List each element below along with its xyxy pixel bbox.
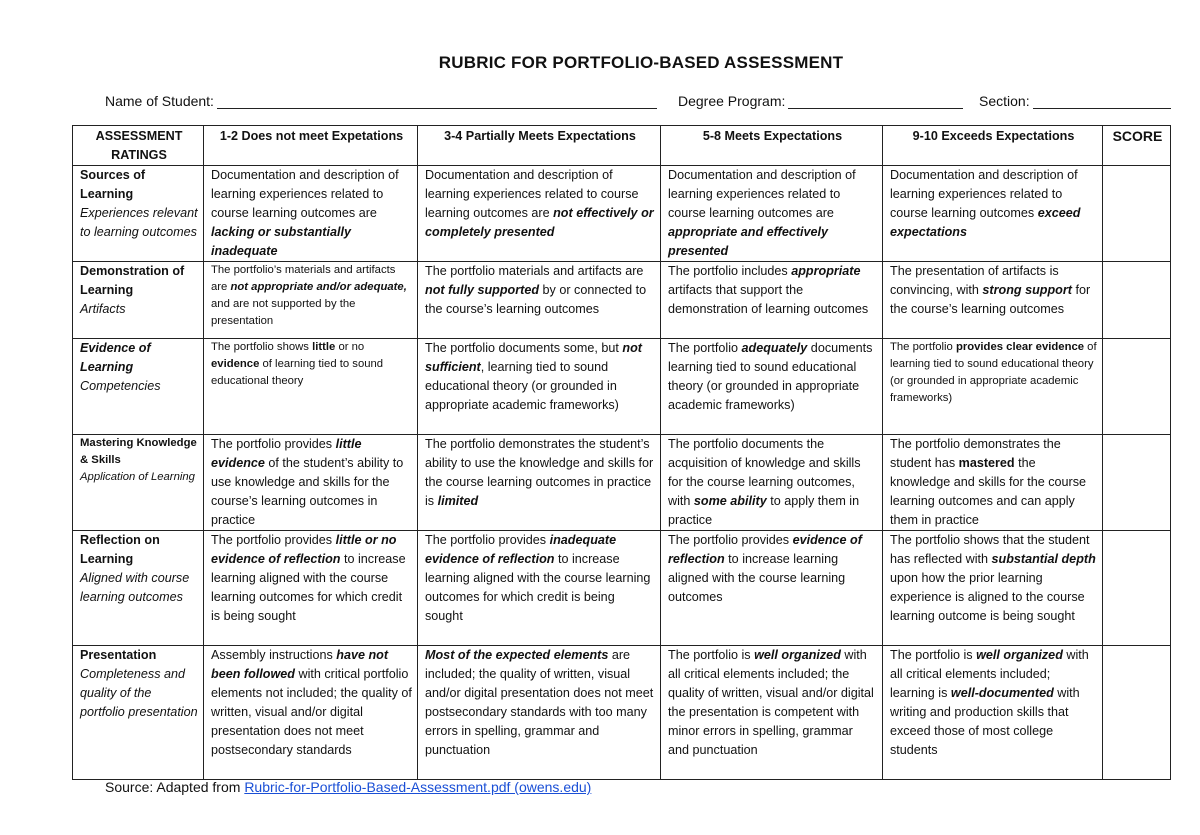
source-label: Source: Adapted from xyxy=(105,779,245,795)
header-partially-meets: 3-4 Partially Meets Expectations xyxy=(418,126,661,166)
criteria-cell-1: The portfolio shows little or no evidence of learning tied to sound educational theory xyxy=(204,339,418,435)
rating-name: Demonstration of Learning xyxy=(80,264,185,297)
criteria-cell-3: Documentation and description of learning experiences related to course learning outcomes are appropriate and effectively presented xyxy=(661,166,883,262)
criteria-cell-2: Documentation and description of learning experiences related to course learning outcomes are not effectively or completely presented xyxy=(418,166,661,262)
rating-subtitle: Artifacts xyxy=(80,302,126,316)
criteria-cell-2: The portfolio provides inadequate evidence of reflection to increase learning aligned with the course learning outcomes for which credit is being sought xyxy=(418,531,661,646)
table-row xyxy=(73,435,1171,531)
rating-subtitle: Aligned with course learning outcomes xyxy=(80,571,190,604)
student-info-fields xyxy=(105,93,1177,113)
rating-name: Evidence of Learning xyxy=(80,341,151,374)
score-cell[interactable] xyxy=(1103,262,1171,339)
degree-program-line[interactable] xyxy=(788,94,963,109)
source-link[interactable]: Rubric-for-Portfolio-Based-Assessment.pdf (owens.edu) xyxy=(244,779,592,795)
criteria-cell-4: The presentation of artifacts is convincing, with strong support for the course’s learning outcomes xyxy=(883,262,1103,339)
header-score: SCORE xyxy=(1103,126,1171,166)
criteria-cell-3: The portfolio documents the acquisition of knowledge and skills for the course learning outcomes, with some ability to apply them in practice xyxy=(661,435,883,531)
rating-cell xyxy=(73,435,204,531)
rubric-table xyxy=(72,125,1171,780)
criteria-cell-1: The portfolio provides little evidence of the student’s ability to use knowledge and skills for the course’s learning outcomes in practice xyxy=(204,435,418,531)
criteria-cell-3: The portfolio adequately documents learning tied to sound educational theory (or grounded in appropriate academic frameworks) xyxy=(661,339,883,435)
table-row xyxy=(73,262,1171,339)
source-note xyxy=(105,779,591,795)
criteria-cell-2: Most of the expected elements are included; the quality of written, visual and/or digital presentation does not meet postsecondary standards with too many errors in spelling, grammar and punctuation xyxy=(418,646,661,780)
criteria-cell-1: Documentation and description of learning experiences related to course learning outcomes are lacking or substantially inadequate xyxy=(204,166,418,262)
table-row xyxy=(73,339,1171,435)
criteria-cell-1: Assembly instructions have not been followed with critical portfolio elements not included; the quality of written, visual and/or digital presentation does not meet postsecondary standards xyxy=(204,646,418,780)
header-does-not-meet: 1-2 Does not meet Expetations xyxy=(204,126,418,166)
criteria-cell-2: The portfolio demonstrates the student’s ability to use the knowledge and skills for the course learning outcomes in practice is limited xyxy=(418,435,661,531)
criteria-cell-2: The portfolio documents some, but not sufficient, learning tied to sound educational theory (or grounded in appropriate academic frameworks) xyxy=(418,339,661,435)
rating-name: Mastering Knowledge & Skills xyxy=(80,437,197,466)
criteria-cell-4: The portfolio is well organized with all critical elements included; learning is well-documented with writing and production skills that exceed those of most college students xyxy=(883,646,1103,780)
score-cell[interactable] xyxy=(1103,339,1171,435)
rating-cell xyxy=(73,531,204,646)
student-name-field[interactable] xyxy=(105,93,657,109)
rating-name: Sources of Learning xyxy=(80,168,146,201)
header-meets: 5-8 Meets Expectations xyxy=(661,126,883,166)
criteria-cell-1: The portfolio’s materials and artifacts are not appropriate and/or adequate, and are not supported by the presentation xyxy=(204,262,418,339)
rating-name: Presentation xyxy=(80,648,157,662)
section-line[interactable] xyxy=(1033,94,1171,109)
rating-subtitle: Completeness and quality of the portfolio presentation xyxy=(80,667,198,719)
criteria-cell-3: The portfolio is well organized with all critical elements included; the quality of written, visual and/or digital the presentation is competent with minor errors in spelling, grammar and punctuation xyxy=(661,646,883,780)
section-label: Section: xyxy=(979,93,1030,109)
criteria-cell-4: The portfolio demonstrates the student has mastered the knowledge and skills for the course learning outcomes and can apply them in practice xyxy=(883,435,1103,531)
page-title: RUBRIC FOR PORTFOLIO-BASED ASSESSMENT xyxy=(438,53,844,72)
header-exceeds: 9-10 Exceeds Expectations xyxy=(883,126,1103,166)
rating-cell xyxy=(73,646,204,780)
criteria-cell-3: The portfolio includes appropriate artifacts that support the demonstration of learning outcomes xyxy=(661,262,883,339)
score-cell[interactable] xyxy=(1103,435,1171,531)
header-row xyxy=(73,126,1171,166)
header-ratings: ASSESSMENT RATINGS xyxy=(73,126,204,166)
rating-subtitle: Competencies xyxy=(80,379,161,393)
criteria-cell-4: Documentation and description of learning experiences related to course learning outcomes exceed expectations xyxy=(883,166,1103,262)
criteria-cell-3: The portfolio provides evidence of reflection to increase learning aligned with the course learning outcomes xyxy=(661,531,883,646)
student-name-line[interactable] xyxy=(217,94,657,109)
rating-subtitle: Experiences relevant to learning outcomes xyxy=(80,206,198,239)
rating-subtitle: Application of Learning xyxy=(80,471,195,483)
criteria-cell-2: The portfolio materials and artifacts are not fully supported by or connected to the course’s learning outcomes xyxy=(418,262,661,339)
table-row xyxy=(73,531,1171,646)
degree-program-field[interactable] xyxy=(678,93,963,109)
degree-program-label: Degree Program: xyxy=(678,93,786,109)
rating-cell xyxy=(73,262,204,339)
score-cell[interactable] xyxy=(1103,531,1171,646)
rating-name: Reflection on Learning xyxy=(80,533,160,566)
criteria-cell-4: The portfolio shows that the student has reflected with substantial depth upon how the prior learning experience is aligned to the course learning outcome is being sought xyxy=(883,531,1103,646)
rating-cell xyxy=(73,339,204,435)
criteria-cell-1: The portfolio provides little or no evidence of reflection to increase learning aligned with the course learning outcomes for which credit is being sought xyxy=(204,531,418,646)
score-cell[interactable] xyxy=(1103,166,1171,262)
score-cell[interactable] xyxy=(1103,646,1171,780)
section-field[interactable] xyxy=(979,93,1171,109)
table-row xyxy=(73,646,1171,780)
criteria-cell-4: The portfolio provides clear evidence of learning tied to sound educational theory (or grounded in appropriate academic frameworks) xyxy=(883,339,1103,435)
rating-cell xyxy=(73,166,204,262)
table-row xyxy=(73,166,1171,262)
student-name-label: Name of Student: xyxy=(105,93,214,109)
